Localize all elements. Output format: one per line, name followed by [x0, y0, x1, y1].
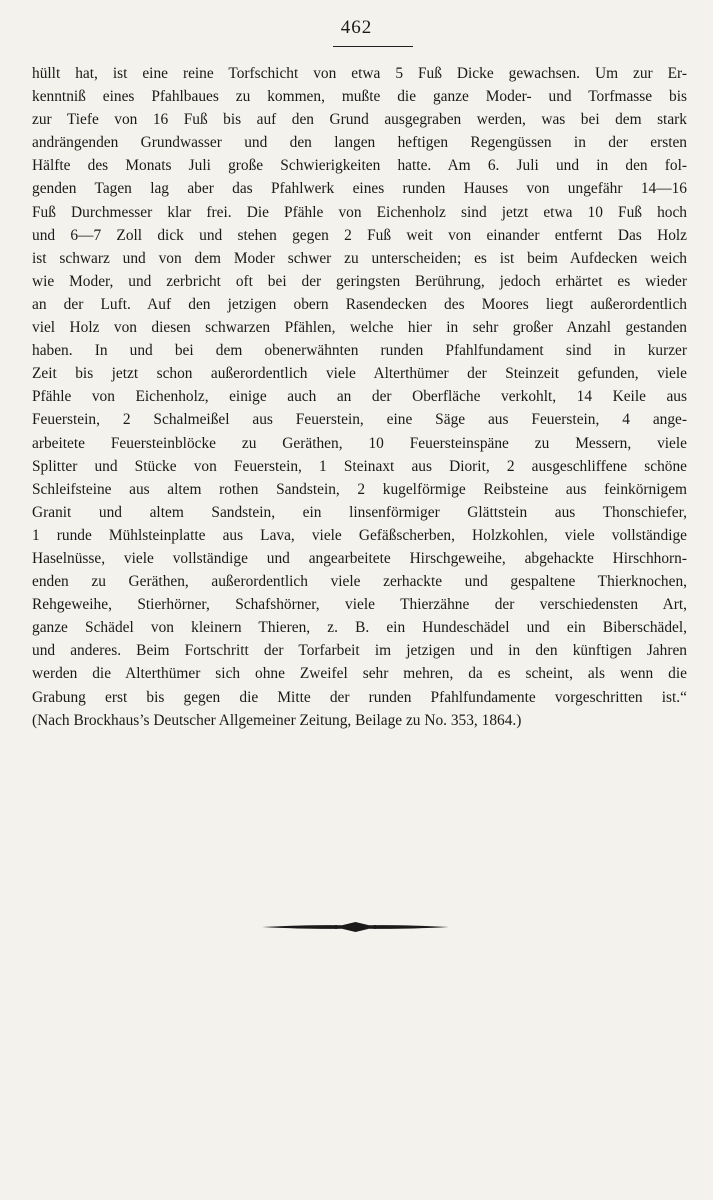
- text-line: Granit und altem Sandstein, ein linsenförmiger Glättstein aus Thonschiefer,: [32, 503, 687, 521]
- text-line: ist schwarz und von dem Moder schwer zu unterscheiden; es ist beim Aufdecken weich: [32, 249, 687, 267]
- text-line: 1 runde Mühlsteinplatte aus Lava, viele Gefäßscherben, Holzkohlen, viele vollständige: [32, 526, 687, 544]
- text-line: andrängenden Grundwasser und den langen heftigen Regengüssen in der ersten: [32, 134, 687, 152]
- text-line: und 6—7 Zoll dick und stehen gegen 2 Fuß weit von einander entfernt Das Holz: [32, 226, 687, 244]
- text-line: Fuß Durchmesser klar frei. Die Pfähle von Eichenholz sind jetzt etwa 10 Fuß hoch: [32, 203, 687, 221]
- text-line: arbeitete Feuersteinblöcke zu Geräthen, 10 Feuersteinspäne zu Messern, viele: [32, 434, 687, 452]
- end-ornament-icon: [262, 920, 449, 934]
- text-line: Grabung erst bis gegen die Mitte der runden Pfahlfundamente vorgeschritten ist.“: [32, 688, 687, 706]
- page-number: 462: [340, 17, 373, 38]
- text-line: Pfähle von Eichenholz, einige auch an der Oberfläche verkohlt, 14 Keile aus: [32, 388, 687, 406]
- text-line: Schleifsteine aus altem rothen Sandstein, 2 kugelförmige Reibsteine aus feinkörnigem: [32, 480, 687, 498]
- text-line: kenntniß eines Pfahlbaues zu kommen, mußte die ganze Moder- und Torfmasse bis: [32, 88, 687, 106]
- text-line: Splitter und Stücke von Feuerstein, 1 Steinaxt aus Diorit, 2 ausgeschliffene schöne: [32, 457, 687, 475]
- text-line: Feuerstein, 2 Schalmeißel aus Feuerstein, eine Säge aus Feuerstein, 4 ange-: [32, 411, 687, 429]
- header-rule: [333, 46, 413, 47]
- text-line: Haselnüsse, viele vollständige und angearbeitete Hirschgeweihe, abgehackte Hirschhorn-: [32, 549, 687, 567]
- text-line: an der Luft. Auf den jetzigen obern Rasendecken des Moores liegt außerordentlich: [32, 295, 687, 313]
- text-line: haben. In und bei dem obenerwähnten runden Pfahlfundament sind in kurzer: [32, 342, 687, 360]
- text-line: viel Holz von diesen schwarzen Pfählen, welche hier in sehr großer Anzahl gestanden: [32, 319, 687, 337]
- text-line: enden zu Geräthen, außerordentlich viele zerhackte und gespaltene Thierknochen,: [32, 573, 687, 591]
- body-text: [32, 62, 687, 732]
- text-line: ganze Schädel von kleinern Thieren, z. B. ein Hundeschädel und ein Biberschädel,: [32, 619, 687, 637]
- text-line: Rehgeweihe, Stierhörner, Schafshörner, viele Thierzähne der verschiedensten Art,: [32, 596, 687, 614]
- text-line: werden die Alterthümer sich ohne Zweifel sehr mehren, da es scheint, als wenn die: [32, 665, 687, 683]
- text-line: hüllt hat, ist eine reine Torfschicht von etwa 5 Fuß Dicke gewachsen. Um zur Er-: [32, 65, 687, 82]
- text-line: Hälfte des Monats Juli große Schwierigkeiten hatte. Am 6. Juli und in den fol-: [32, 157, 687, 175]
- text-line: genden Tagen lag aber das Pfahlwerk eines runden Hauses von ungefähr 14—16: [32, 180, 687, 198]
- text-line: Zeit bis jetzt schon außerordentlich viele Alterthümer der Steinzeit gefunden, viele: [32, 365, 687, 383]
- text-line: zur Tiefe von 16 Fuß bis auf den Grund ausgegraben werden, was bei dem stark: [32, 111, 687, 129]
- text-line: und anderes. Beim Fortschritt der Torfarbeit im jetzigen und in den künftigen Jahren: [32, 642, 687, 660]
- citation-line: (Nach Brockhaus’s Deutscher Allgemeiner Zeitung, Beilage zu No. 353, 1864.): [32, 711, 522, 729]
- text-line: wie Moder, und zerbricht oft bei der geringsten Berührung, jedoch erhärtet es wieder: [32, 272, 687, 290]
